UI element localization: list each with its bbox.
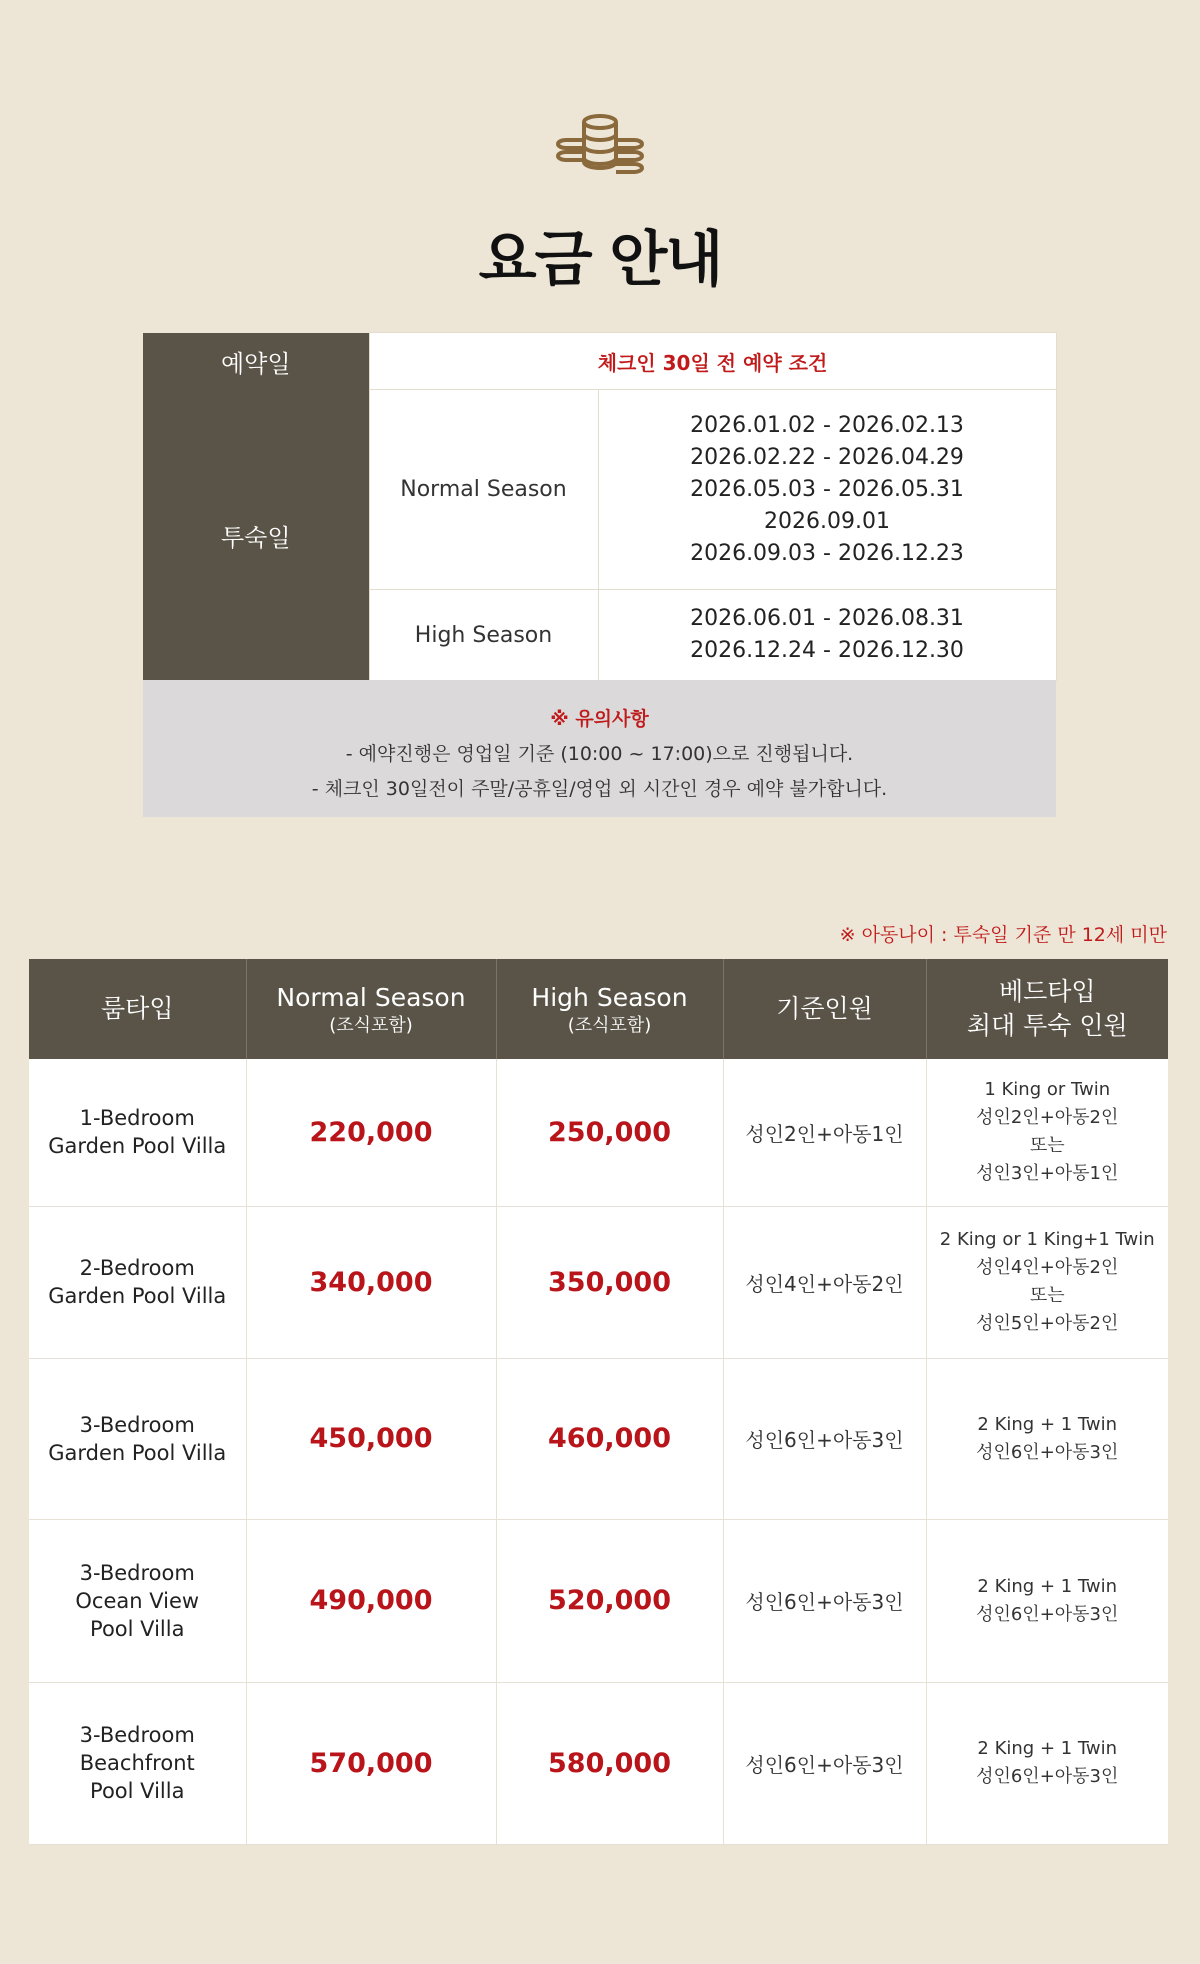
- standard-occupancy: 성인6인+아동3인: [723, 1682, 926, 1844]
- high-header-sub: (조식포함): [567, 1015, 652, 1036]
- notice-line: - 예약진행은 영업일 기준 (10:00 ~ 17:00)으로 진행됩니다.: [345, 743, 854, 765]
- price-table-header: [29, 959, 1168, 1059]
- col-header-bed: [926, 959, 1168, 1059]
- schedule-table: [143, 332, 1057, 681]
- page-title: 요금 안내: [478, 225, 722, 295]
- normal-season-label: Normal Season: [369, 390, 598, 590]
- notice-title: ※ 유의사항: [550, 708, 649, 730]
- coins-icon-wrap: [0, 110, 1200, 182]
- bed-line: 또는: [1029, 1285, 1065, 1306]
- coins-stack-icon: [550, 110, 650, 182]
- room-name-line: 1-Bedroom: [79, 1106, 195, 1131]
- normal-season-dates: [598, 390, 1056, 590]
- bed-header-line: 최대 투숙 인원: [966, 1011, 1128, 1040]
- bed-type: [926, 1358, 1168, 1519]
- notice-line: - 체크인 30일전이 주말/공휴일/영업 외 시간인 경우 예약 불가합니다.: [311, 778, 888, 800]
- normal-header-sub: (조식포함): [329, 1015, 413, 1036]
- notice-box: [143, 680, 1056, 817]
- high-price: 520,000: [496, 1519, 723, 1682]
- normal-date: 2026.05.03 - 2026.05.31: [690, 476, 964, 502]
- table-row: [29, 1519, 1168, 1682]
- high-season-dates: [598, 590, 1056, 681]
- room-name-line: 3-Bedroom: [79, 1723, 195, 1747]
- standard-occupancy: 성인2인+아동1인: [723, 1059, 926, 1206]
- room-name: [29, 1059, 246, 1206]
- reservation-condition: 체크인 30일 전 예약 조건: [369, 333, 1056, 390]
- room-name: [29, 1519, 246, 1682]
- high-price: 250,000: [496, 1059, 723, 1206]
- bed-type: [926, 1059, 1168, 1206]
- bed-line: 2 King or 1 King+1 Twin: [939, 1229, 1155, 1250]
- table-row: [29, 1059, 1168, 1206]
- bed-line: 1 King or Twin: [984, 1079, 1111, 1101]
- standard-occupancy: 성인6인+아동3인: [723, 1358, 926, 1519]
- standard-occupancy: 성인4인+아동2인: [723, 1206, 926, 1358]
- room-name: [29, 1206, 246, 1358]
- col-header-normal: [246, 959, 496, 1059]
- room-name: [29, 1358, 246, 1519]
- normal-price: 450,000: [246, 1358, 496, 1519]
- normal-price: 490,000: [246, 1519, 496, 1682]
- child-age-note: ※ 아동나이 : 투숙일 기준 만 12세 미만: [839, 924, 1167, 946]
- high-price: 580,000: [496, 1682, 723, 1844]
- room-name-line: Beachfront: [79, 1751, 195, 1775]
- bed-header-line: 베드타입: [998, 977, 1096, 1006]
- bed-type: [926, 1206, 1168, 1358]
- reservation-label: 예약일: [143, 333, 369, 390]
- normal-date: 2026.09.01: [764, 508, 890, 534]
- col-header-high: [496, 959, 723, 1059]
- table-row: [29, 1682, 1168, 1844]
- table-row: [29, 1206, 1168, 1358]
- bed-line: 성인6인+아동3인: [976, 1766, 1119, 1787]
- room-name-line: Pool Villa: [90, 1616, 185, 1641]
- normal-date: 2026.02.22 - 2026.04.29: [690, 444, 964, 470]
- high-date: 2026.12.24 - 2026.12.30: [690, 638, 964, 663]
- bed-line: 성인4인+아동2인: [976, 1257, 1119, 1278]
- bed-line: 성인5인+아동2인: [976, 1313, 1119, 1334]
- bed-line: 성인2인+아동2인: [976, 1107, 1119, 1129]
- normal-header-label: Normal Season: [276, 983, 466, 1012]
- high-date: 2026.06.01 - 2026.08.31: [690, 606, 964, 631]
- normal-price: 340,000: [246, 1206, 496, 1358]
- room-name-line: 3-Bedroom: [79, 1560, 195, 1585]
- high-price: 350,000: [496, 1206, 723, 1358]
- normal-date: 2026.09.03 - 2026.12.23: [690, 540, 964, 566]
- room-name: [29, 1682, 246, 1844]
- bed-line: 2 King + 1 Twin: [977, 1575, 1118, 1597]
- bed-line: 성인3인+아동1인: [976, 1163, 1119, 1185]
- bed-type: [926, 1682, 1168, 1844]
- room-name-line: Ocean View: [75, 1588, 200, 1613]
- high-header-label: High Season: [531, 983, 688, 1012]
- bed-line: 2 King + 1 Twin: [977, 1413, 1118, 1435]
- bed-line: 성인6인+아동3인: [976, 1441, 1119, 1463]
- price-table: [29, 959, 1168, 1845]
- room-name-line: 2-Bedroom: [79, 1256, 195, 1280]
- room-name-line: Garden Pool Villa: [48, 1440, 227, 1465]
- high-price: 460,000: [496, 1358, 723, 1519]
- room-name-line: Garden Pool Villa: [48, 1284, 227, 1308]
- bed-line: 2 King + 1 Twin: [977, 1738, 1118, 1759]
- bed-line: 성인6인+아동3인: [976, 1603, 1119, 1625]
- col-header-room: 룸타입: [29, 959, 246, 1059]
- normal-date: 2026.01.02 - 2026.02.13: [690, 412, 964, 438]
- stay-label: 투숙일: [143, 390, 369, 681]
- bed-type: [926, 1519, 1168, 1682]
- col-header-standard: 기준인원: [723, 959, 926, 1059]
- bed-line: 또는: [1029, 1135, 1065, 1157]
- standard-occupancy: 성인6인+아동3인: [723, 1519, 926, 1682]
- normal-price: 570,000: [246, 1682, 496, 1844]
- normal-price: 220,000: [246, 1059, 496, 1206]
- room-name-line: Pool Villa: [90, 1779, 185, 1803]
- high-season-label: High Season: [369, 590, 598, 681]
- room-name-line: 3-Bedroom: [79, 1412, 195, 1437]
- table-row: [29, 1358, 1168, 1519]
- room-name-line: Garden Pool Villa: [48, 1134, 227, 1159]
